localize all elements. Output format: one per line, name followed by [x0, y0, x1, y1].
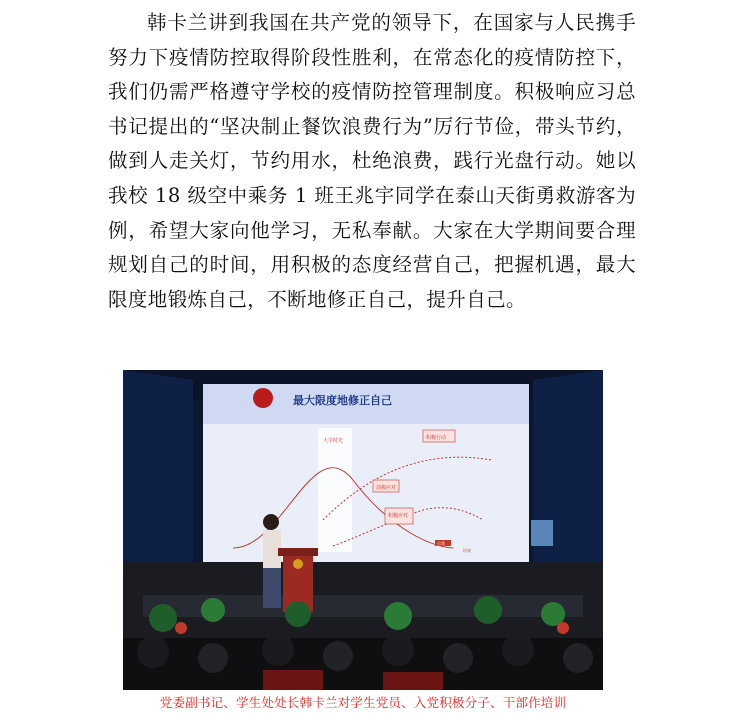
article-paragraph: 韩卡兰讲到我国在共产党的领导下，在国家与人民携手努力下疫情防控取得阶段性胜利，在常态化的疫情防控下，我们仍需严格遵守学校的疫情防控管理制度。积极响应习总书记提出的“坚决制止餐饮浪费行为”厉行节俭，带头节约，做到人走关灯，节约用水，杜绝浪费，践行光盘行动。她以我校 18 级空中乘务 1 班王兆宇同学在泰山天街勇救游客为例，希望大家向他学习，无私奉献。大家在大学期间要合理规划自己的时间，用积极的态度经营自己，把握机遇，最大限度地锻炼自己，不断地修正自己，提升自己。: [108, 11, 636, 311]
school-logo-icon: [253, 388, 273, 408]
projection-screen: [203, 384, 529, 562]
lecture-scene: [123, 370, 603, 690]
slide-label-3: 消极应对: [376, 485, 397, 491]
slide-label-4: 积极应对: [388, 513, 409, 519]
article-body: [108, 6, 636, 317]
lecture-photo: [123, 370, 603, 690]
slide-label-2: 积极行动: [426, 435, 447, 441]
slide-label-1: 大学时光: [323, 438, 344, 444]
slide-title: 最大限度地修正自己: [293, 394, 392, 407]
audience: [123, 634, 603, 690]
photo-caption: 党委副书记、学生处处长韩卡兰对学生党员、入党积极分子、干部作培训: [159, 695, 567, 710]
slide-label-6: 结果: [463, 548, 471, 553]
slide-label-5: 自我: [437, 541, 445, 546]
